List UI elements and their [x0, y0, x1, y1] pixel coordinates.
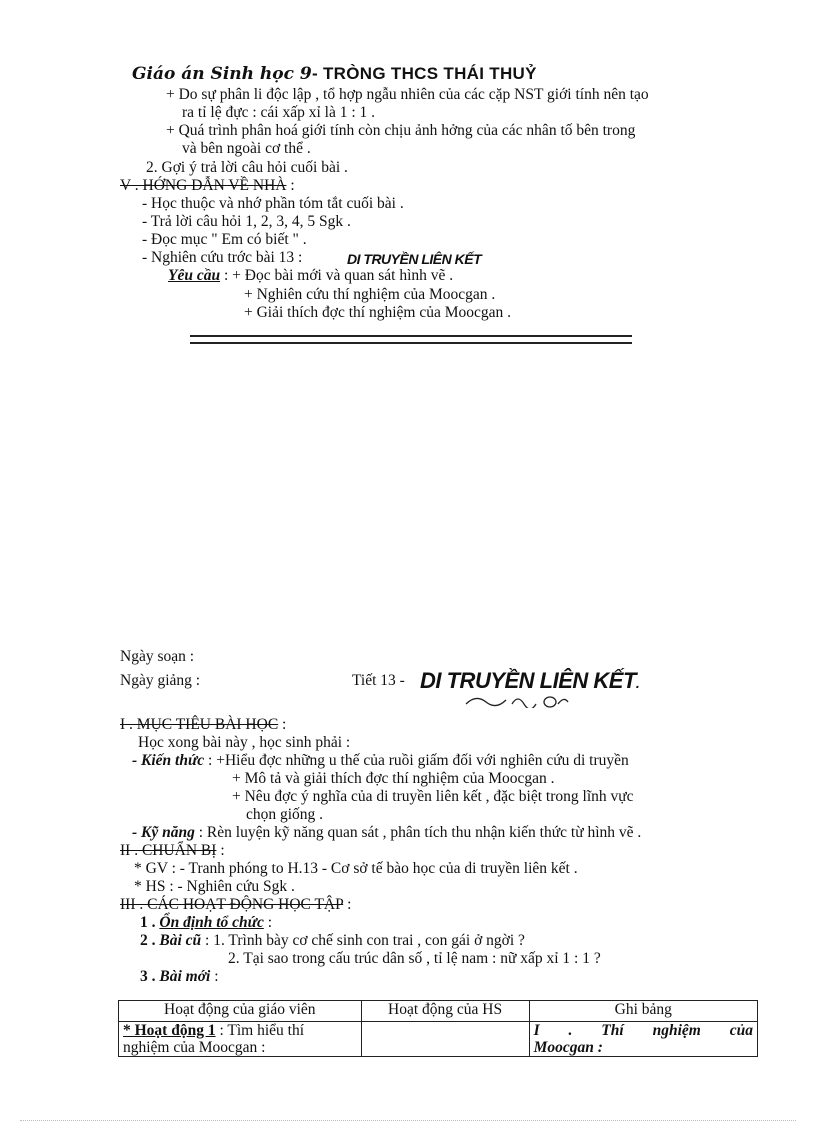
knowledge-item: chọn giống .	[246, 806, 324, 823]
step-label: Bài mới	[159, 968, 211, 985]
homework-item: - Trả lời câu hỏi 1, 2, 3, 4, 5 Sgk .	[142, 213, 351, 230]
student-activity-cell	[361, 1022, 529, 1057]
review-question: 2. Tại sao trong cấu trúc dân số , tỉ lệ nam : nữ xấp xỉ 1 : 1 ?	[228, 950, 601, 967]
text-line: ra tỉ lệ đực : cái xấp xỉ là 1 : 1 .	[182, 104, 376, 121]
header-subject: Giáo án Sinh học 9	[132, 64, 312, 84]
step-label: Ổn định tổ chức	[159, 914, 264, 931]
title-ornament	[462, 692, 572, 708]
text-line: và bên ngoài cơ thể .	[182, 140, 311, 157]
activity-table	[118, 1000, 758, 1057]
requirements: Yêu cầu : + Đọc bài mới và quan sát hình vẽ .	[168, 267, 454, 284]
page-footer-line	[20, 1120, 796, 1121]
section-heading-iii: III . CÁC HOẠT ĐỘNG HỌC TẬP :	[120, 896, 352, 913]
requirement-item: + Nghiên cứu thí nghiệm của Moocgan .	[244, 286, 496, 303]
table-header-row	[119, 1001, 758, 1022]
next-lesson-title: DI TRUYỀN LIÊN KẾT	[347, 251, 482, 267]
section-heading-i: I . MỤC TIÊU BÀI HỌC :	[120, 716, 287, 733]
table-header-cell: Ghi bảng	[529, 1001, 757, 1022]
teacher-activity-cell: * Hoạt động 1 : Tìm hiểu thí nghiệm của Moocgan :	[119, 1022, 362, 1057]
period-label: Tiết 13 -	[352, 672, 405, 689]
skill-label: - Kỹ năng	[132, 824, 195, 841]
section-divider	[190, 335, 632, 344]
text-line: + Do sự phân li độc lập , tổ hợp ngẫu nhiên của các cặp NST giới tính nên tạo	[166, 86, 649, 103]
section-heading-text: V . HỚNG DẪN VỀ NHÀ	[120, 177, 287, 194]
table-header-cell: Hoạt động của HS	[361, 1001, 529, 1022]
step-1: 1 . Ổn định tổ chức :	[140, 914, 273, 931]
homework-item: - Học thuộc và nhớ phần tóm tắt cuối bài .	[142, 195, 404, 212]
knowledge-label: - Kiến thức	[132, 752, 205, 769]
section-heading-text: III . CÁC HOẠT ĐỘNG HỌC TẬP	[120, 896, 344, 913]
homework-item: - Đọc mục " Em có biết " .	[142, 231, 307, 248]
knowledge-item: + Nêu đợc ý nghĩa của di truyền liên kết , đặc biệt trong lĩnh vực	[232, 788, 634, 805]
table-row	[119, 1022, 758, 1057]
prep-gv: * GV : - Tranh phóng to H.13 - Cơ sở tế bào học của di truyền liên kết .	[134, 860, 578, 877]
skill-line: - Kỹ năng : Rèn luyện kỹ năng quan sát , phân tích thu nhận kiến thức từ hình vẽ .	[132, 824, 642, 841]
lesson-title: DI TRUYỀN LIÊN KẾT.	[420, 668, 640, 693]
header-school: - TRÒNG THCS THÁI THUỶ	[312, 64, 537, 83]
requirement-item: + Giải thích đợc thí nghiệm của Moocgan .	[244, 304, 512, 321]
board-cell: I . Thí nghiệm của Moocgan :	[529, 1022, 757, 1057]
activity-label: * Hoạt động 1	[123, 1022, 216, 1039]
table-header-cell: Hoạt động của giáo viên	[119, 1001, 362, 1022]
text-line: + Quá trình phân hoá giới tính còn chịu ảnh hởng của các nhân tố bên trong	[166, 122, 636, 139]
step-3: 3 . Bài mới :	[140, 968, 219, 985]
homework-item: - Nghiên cứu trớc bài 13 :	[142, 249, 303, 266]
date-taught: Ngày giảng :	[120, 672, 201, 689]
prep-hs: * HS : - Nghiên cứu Sgk .	[134, 878, 295, 895]
text-line: 2. Gợi ý trả lời câu hỏi cuối bài .	[146, 159, 348, 176]
section-heading-text: II . CHUẨN BỊ	[120, 842, 217, 859]
knowledge-item: + Mô tả và giải thích đợc thí nghiệm của Moocgan .	[232, 770, 555, 787]
step-label: Bài cũ	[159, 932, 202, 949]
knowledge-line: - Kiến thức : +Hiểu đợc những u thế của ruồi giấm đối với nghiên cứu di truyền	[132, 752, 629, 769]
intro-text: Học xong bài này , học sinh phải :	[138, 734, 351, 751]
date-prepared: Ngày soạn :	[120, 648, 195, 665]
section-heading-ii: II . CHUẨN BỊ :	[120, 842, 225, 859]
section-heading-v: V . HỚNG DẪN VỀ NHÀ :	[120, 177, 295, 194]
step-2: 2 . Bài cũ : 1. Trình bày cơ chế sinh con trai , con gái ở ngời ?	[140, 932, 525, 949]
section-heading-text: I . MỤC TIÊU BÀI HỌC	[120, 716, 279, 733]
requirements-label: Yêu cầu	[168, 267, 221, 284]
